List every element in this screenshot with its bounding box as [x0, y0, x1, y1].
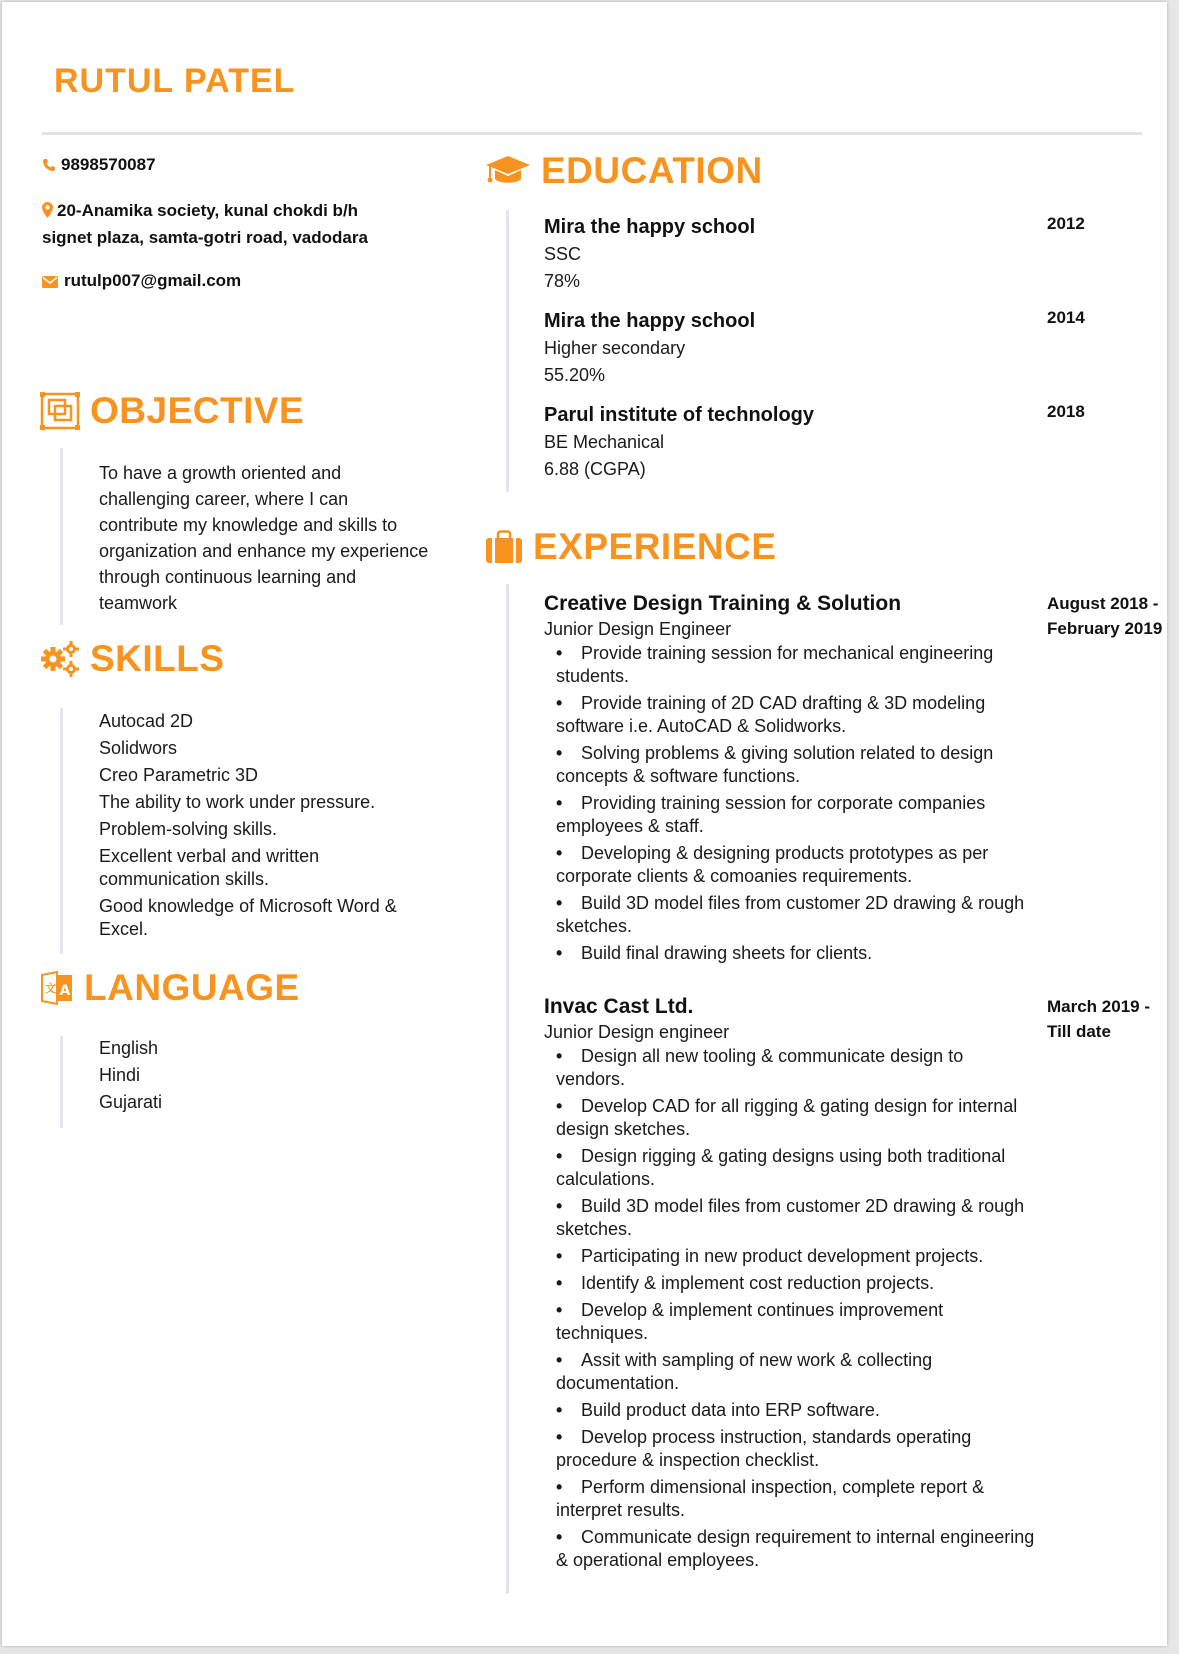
school-name: Parul institute of technology	[544, 404, 815, 426]
language-item: Gujarati	[99, 1092, 163, 1112]
skill-item: Good knowledge of Microsoft Word &	[99, 896, 397, 916]
skill-item: Excel.	[99, 919, 149, 939]
objective-line: teamwork	[99, 593, 178, 613]
language-item: Hindi	[99, 1065, 141, 1085]
language-item: English	[99, 1038, 159, 1058]
job-dates-line: February 2019	[1047, 619, 1163, 638]
skill-item: Excellent verbal and written	[99, 846, 320, 866]
objective-rule	[60, 448, 63, 625]
skills-title: SKILLS	[90, 638, 225, 679]
bullet-item: • Design rigging & gating designs using both traditional calculations.	[556, 1146, 1006, 1189]
job-bullets	[556, 1045, 1036, 1572]
education-entry	[544, 214, 1104, 295]
job-dates-line: Till date	[1047, 1022, 1111, 1041]
svg-text:文: 文	[45, 982, 57, 995]
education-title: EDUCATION	[541, 150, 763, 191]
skills-list	[99, 708, 397, 943]
resume-page	[2, 2, 1167, 1646]
contact-phone	[42, 152, 156, 179]
bullet-item: • Build final drawing sheets for clients.	[556, 943, 873, 963]
experience-rule	[506, 584, 509, 1594]
job-dates	[1047, 994, 1172, 1044]
company-name: Creative Design Training & Solution	[544, 592, 902, 615]
phone-number: 9898570087	[61, 155, 156, 174]
candidate-name: RUTUL PATEL	[54, 62, 296, 100]
language-list	[99, 1035, 162, 1116]
year: 2018	[1047, 402, 1085, 421]
school-name: Mira the happy school	[544, 216, 756, 238]
skills-rule	[60, 708, 63, 954]
language-title: LANGUAGE	[84, 967, 300, 1008]
language-heading	[40, 967, 300, 1009]
bullet-item: • Provide training of 2D CAD drafting & 3D modeling software i.e. AutoCAD & Solidworks.	[556, 693, 986, 736]
score: 78%	[544, 271, 581, 291]
briefcase-icon	[485, 530, 523, 564]
education-heading	[485, 150, 763, 192]
svg-text:A: A	[59, 983, 71, 999]
bullet-item: • Identify & implement cost reduction projects.	[556, 1273, 935, 1293]
envelope-icon	[42, 270, 61, 295]
skill-item: Autocad 2D	[99, 711, 194, 731]
objective-title: OBJECTIVE	[90, 390, 305, 431]
bullet-item: • Provide training session for mechanical engineering students.	[556, 643, 994, 686]
objective-text	[99, 460, 428, 616]
objective-line: To have a growth oriented and	[99, 463, 342, 483]
year: 2012	[1047, 214, 1085, 233]
skill-item: Problem-solving skills.	[99, 819, 278, 839]
score: 6.88 (CGPA)	[544, 459, 646, 479]
objective-heading	[40, 390, 304, 432]
education-entry	[544, 308, 1104, 389]
translate-icon	[40, 971, 74, 1005]
experience-title: EXPERIENCE	[533, 526, 777, 567]
email-address[interactable]: rutulp007@gmail.com	[64, 271, 242, 290]
job-role: Junior Design Engineer	[544, 619, 732, 639]
bullet-item: • Develop & implement continues improvement techniques.	[556, 1300, 944, 1343]
course-name: BE Mechanical	[544, 432, 665, 452]
score: 55.20%	[544, 365, 606, 385]
objective-frame-icon	[40, 392, 80, 430]
objective-line: challenging career, where I can	[99, 489, 349, 509]
skills-heading	[40, 638, 225, 680]
bullet-item: • Build product data into ERP software.	[556, 1400, 880, 1420]
address-line-2: signet plaza, samta-gotri road, vadodara	[42, 228, 368, 247]
location-pin-icon	[42, 200, 54, 225]
experience-heading	[485, 526, 777, 568]
skill-item: Creo Parametric 3D	[99, 765, 259, 785]
contact-address	[42, 198, 368, 250]
bullet-item: • Build 3D model files from customer 2D drawing & rough sketches.	[556, 893, 1025, 936]
graduation-cap-icon	[485, 154, 531, 188]
objective-line: through continuous learning and	[99, 567, 357, 587]
objective-line: organization and enhance my experience	[99, 541, 429, 561]
job-role: Junior Design engineer	[544, 1022, 730, 1042]
company-name: Invac Cast Ltd.	[544, 995, 694, 1018]
skill-item: The ability to work under pressure.	[99, 792, 376, 812]
job-bullets	[556, 642, 1036, 965]
language-rule	[60, 1036, 63, 1128]
bullet-item: • Develop process instruction, standards operating procedure & inspection checklist.	[556, 1427, 972, 1470]
contact-email	[42, 268, 241, 295]
job-dates-line: March 2019 -	[1047, 997, 1150, 1016]
bullet-item: • Developing & designing products prototypes as per corporate clients & comoanies requirements.	[556, 843, 989, 886]
bullet-item: • Perform dimensional inspection, complete report & interpret results.	[556, 1477, 985, 1520]
job-entry	[544, 994, 1164, 1576]
course-name: Higher secondary	[544, 338, 686, 358]
bullet-item: • Solving problems & giving solution related to design concepts & software functions.	[556, 743, 994, 786]
bullet-item: • Design all new tooling & communicate design to vendors.	[556, 1046, 964, 1089]
course-name: SSC	[544, 244, 582, 264]
address-line-1: 20-Anamika society, kunal chokdi b/h	[57, 201, 359, 220]
bullet-item: • Participating in new product development projects.	[556, 1246, 984, 1266]
job-dates-line: August 2018 -	[1047, 594, 1159, 613]
objective-line: contribute my knowledge and skills to	[99, 515, 398, 535]
skill-item: Solidwors	[99, 738, 178, 758]
job-dates	[1047, 591, 1172, 641]
year: 2014	[1047, 308, 1085, 327]
bullet-item: • Build 3D model files from customer 2D drawing & rough sketches.	[556, 1196, 1025, 1239]
school-name: Mira the happy school	[544, 310, 756, 332]
phone-icon	[42, 154, 58, 179]
education-entry	[544, 402, 1104, 483]
bullet-item: • Develop CAD for all rigging & gating design for internal design sketches.	[556, 1096, 1018, 1139]
skill-item: communication skills.	[99, 869, 270, 889]
bullet-item: • Providing training session for corporate companies employees & staff.	[556, 793, 986, 836]
bullet-item: • Communicate design requirement to internal engineering & operational employees.	[556, 1527, 1035, 1570]
education-rule	[506, 210, 509, 492]
header-divider	[42, 132, 1142, 135]
job-entry	[544, 591, 1164, 969]
bullet-item: • Assit with sampling of new work & collecting documentation.	[556, 1350, 933, 1393]
gears-icon	[40, 640, 80, 678]
